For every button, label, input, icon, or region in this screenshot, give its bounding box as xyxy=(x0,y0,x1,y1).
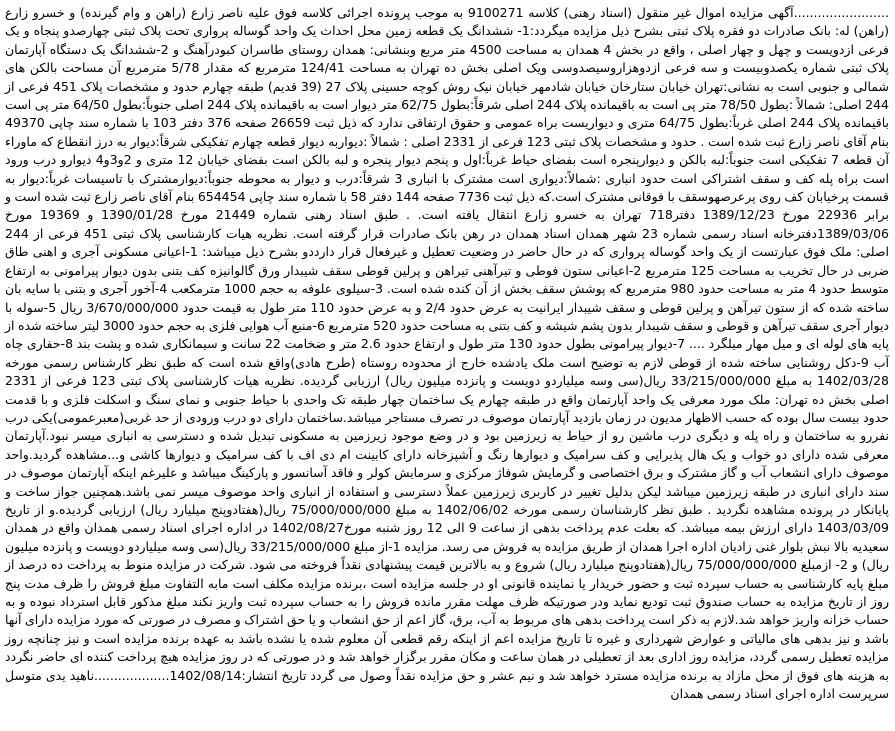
auction-notice xyxy=(5,4,889,727)
notice-body: ........................آگهی مزایده اموال غیر منقول (اسناد رهنی) کلاسه 9100271 به موجب پرونده اجرائی کلاسه فوق علیه ناصر زارع (راهن و وام گیرنده) و خسرو زارع (راهن) له: بانک صادرات دو فقره پلاک ثبتی بشرح ذیل مزایده میگردد:1- ششدانگ یک قطعه زمین محل احداث یک واحد گوساله پرواری تحت پلاک ثبتی چهارصدو پنجاه و یک فرعی ازدویست و چهل و چهار اصلی ، واقع در بخش 4 همدان به مساحت 4500 متر مربع وبنشانی: همدان روستای طاسران کبودرآهنگ و 2-ششدانگ یک دستگاه آپارتمان پلاک ثبتی شماره یکصدوبیست و سه فرعی ازدوهزاروسیصدوسی ویک اصلی بخش ده تهران به مساحت 124/41 مترمربع که مقدار 5/78 مترمربع آن مساحت بالکن های شمالی و جنوبی است به نشانی:تهران خیابان ستارخان خیابان شادمهر خیابان نیک روش کوچه حسینی پلاک 27 (39 قدیم) طبقه چهارم حدود و مشخصات پلاک 451 فرعی از 244 اصلی: شمالاً :بطول 78/50 متر پی است به باقیمانده پلاک 244 اصلی شرقاً:بطول 62/75 متر دیوار است به باقیمانده پلاک 244 اصلی جنوباً:بطول 64/50 متر پی است باقیمانده پلاک 244 اصلی غرباً:بطول 64/75 متری و دیواریست براه عمومی و حقوق ارتفاقی ندارد که ذیل ثبت 26659 صفحه 376 دفتر 103 با شماره سند چاپی 49370 بنام آقای ناصر زارع ثبت شده است . حدود و مشخصات پلاک ثبتی 123 فرعی از 2331 اصلی : شمالاً :دیواربه دیوار قطعه چهارم تفکیکی شرقاً:دیوار به درز انقطاع که ماوراء آن قطعه 7 تفکیکی است جنوباً:لبه بالکن و دیوارپنجره است بفضای حیاط غرباً:اول و پنجم دیوار پنجره و لبه بالکن است بفضای خیابان 12 متری و 2و3و4 دیوارو درب ورود است براه پله کف و سقف اشتراکی است حدود انباری :شمالاً:دیواری است مشترک با انباری 3 شرقاً:درب و دیوار به محوطه جنوباً:دیوارمشترک با تاسیسات غرباً:دیوار به قسمت پرخیابان کف روی پرعرصهوسقف با فوقانی مشترک است.که ذیل ثبت 7736 صفحه 144 دفتر 58 با شماره سند چاپی 654454 بنام آقای ناصر زارع ثبت شده است و برابر 22936 مورخ 1389/12/23 دفتر718 تهران به خسرو زارع انتقال یافته است. . طبق اسناد رهنی شماره 21449 مورخ 1390/01/28 و 19369 مورخ 1389/03/06دفترخانه اسناد رسمی شماره 23 شهر همدان اسناد همدان در رهن بانک صادرات قرار گرفته است. نظریه هیات کارشناسی پلاک ثبتی 451 فرعی از 244 اصلی: ملک فوق عبارتست از یک واحد گوساله پرواری که در حال حاضر در وضعیت تعطیل و غیرفعال قرار دارددو بشرح ذیل میباشد: 1-اعیانی مسکونی آجری و اهنی طاق ضربی در حال تخریب به مساحت 125 مترمربع 2-اعیانی ستون فوطی و تیرآهنی تیراهن و پرلین قوطی سقف شیبدار ورق گالوانیزه کف بتنی بدون دیوار پیرامونی به ارتفاع متوسط حدود 4 متر به مساحت حدود 980 مترمربع که پوشش سقف بخش از آن کنده شده است. 3-سیلوی علوفه به حجم 1000 مترمکعب 4-آخور آجری و بتنی با سایه بان ساخته شده که از ستون تیرآهن و پرلین قوطی و سقف شیبدار ایرانیت به عرض حدود 2/4 و به عرض حدود 110 متر طول به قیمت حدود 3/670/000/000 ریال 5-سوله با دیوار آجری سقف تیرآهن و قوطی و سقف شیبدار بدون پشم شیشه و کف بتنی به مساحت حدود 520 مترمربع 6-منبع آب هوایی فلزی به حجم حدود 3000 لیتر ساخته شده از پایه های لوله ای و میل مهار میلگرد .... 7-دیوار پیرامونی بطول حدود 130 متر طول و ارتفاع حدود 2.6 متر و ضخامت 22 سانت و سیمانکاری شده و پشت بند 8-حفاری چاه آب 9-دکل روشنایی ساخته شده از قوطی لازم به توضیح است ملک یادشده خارج از محدوده روستاه (طرح هادی)واقع شده است که طبق نظر کارشناس رسمی مورخه 1402/03/28 به مبلغ 33/215/000/000 ریال(سی وسه میلیاردو دویست و پانزده میلیون ریال) ارزیابی گردیده. نظریه هیات کارشناسی پلاک ثبتی 123 فرعی از 2331 اصلی بخش ده تهران: ملک مورد معرفی یک واحد آپارتمان واقع در طبقه چهارم یک ساختمان چهار طبقه تک واحدی با حیاط جنوبی و نمای سنگ و اسکلت فلزی و با قدمت حدود بیست سال بوده که حسب الاظهار مدیون در زمان بازدید آپارتمان موصوف در تصرف مستاجر میباشد.ساختمان دارای دو درب ورودی از حد غربی(معبرعمومی)یکی درب نفررو به ساختمان و راه پله و دیگری درب ماشین رو از حیاط به زیرزمین بود و در وضع موجود زیرزمین به مسکونی تبدیل شده و دسترسی به انباری میسر نبود.آپارتمان معرفی شده دارای دو خواب و یک هال پذیرایی و کف سرامیک و دیوارها رنگ و آشپزخانه دارای کابینت ام دی اف با کف سرامیک و دیوارها کاشی و...مشاهده گردید.واحد موصوف دارای انشعاب آب و گاز مشترک و برق اختصاصی و گرمایش شوفاژ مرکزی و سرمایش کولر و فاقد آسانسور و پارکینگ میباشد و علیرغم اینکه آپارتمان موصوف در سند دارای انباری در طبقه زیرزمین میباشد لیکن بدلیل تغییر در کاربری زیرزمین عملاً دسترسی و استفاده از انباری واحد موصوف میسر نمی باشد.همچنین جواز ساخت و پایانکار در پرونده مشاهده نگردید . طبق نظر کارشناسان رسمی مورخه 1402/06/02 به مبلغ 75/000/000/000 ریال(هفتادوپنج میلیارد ریال) ارزیابی گردیده.و از تاریخ 1403/03/09 دارای ارزش بیمه میباشد. که بعلت عدم پرداخت بدهی از ساعت 9 الی 12 روز شنبه مورخ1402/08/27 در اداره اجرای اسناد رسمی همدان واقع در همدان سعیدیه بالا نبش بلوار غنی زادیان اداره اجرا همدان از طریق مزایده به فروش می رسد. مزایده 1-از مبلغ 33/215/000/000 ریال(سی وسه میلیاردو دویست و پانزده میلیون ریال) و 2- ازمبلغ 75/000/000/000 ریال(هفتادوپنج میلیارد ریال) شروع و به بالاترین قیمت پیشنهادی نقداً فروخته می شود. شرکت در مزایده منوط به پرداخت ده درصد از مبلغ پایه کارشناسی به حساب سپرده ثبت و حضور خریدار یا نماینده قانونی او در جلسه مزایده است ،برنده مزایده مکلف است مابه التفاوت مبلغ فروش را ظرف مدت پنج روز از تاریخ مزایده به حساب صندوق ثبت تودیع نماید ودر صورتیکه ظرف مهلت مقرر مانده فروش را به حساب سپرده ثبت واریز نکند مبلغ مذکور قابل استرداد نبوده و به حساب خزانه واریز خواهد شد.لازم به ذکر است پرداخت بدهی های مربوط به آب، برق، گاز اعم از حق انشعاب و یا حق اشتراک و مصرف در صورتی که مورد مزایده دارای آنها باشد و نیز بدهی های مالیاتی و عوارض شهرداری و غیره تا تاریخ مزایده اعم از اینکه رقم قطعی آن معلوم شده یا نشده باشد به عهده برنده مزایده است و نیز چنانچه روز مزایده تعطیل رسمی گردد، مزایده روز اداری بعد از تعطیلی در همان ساعت و مکان مقرر برگزار خواهد شد و در صورتی که در روز مزایده هیچ پرداخت کننده ای حاضر نگردد به هزینه های فوق از محل مازاد به برنده مزایده مسترد خواهد شد و نیم عشر و حق مزایده نقداً وصول می گردد تاریخ انتشار:1402/08/14...................ناهید یدی متوسل سرپرست اداره اجرای اسناد رسمی همدان xyxy=(5,5,890,702)
